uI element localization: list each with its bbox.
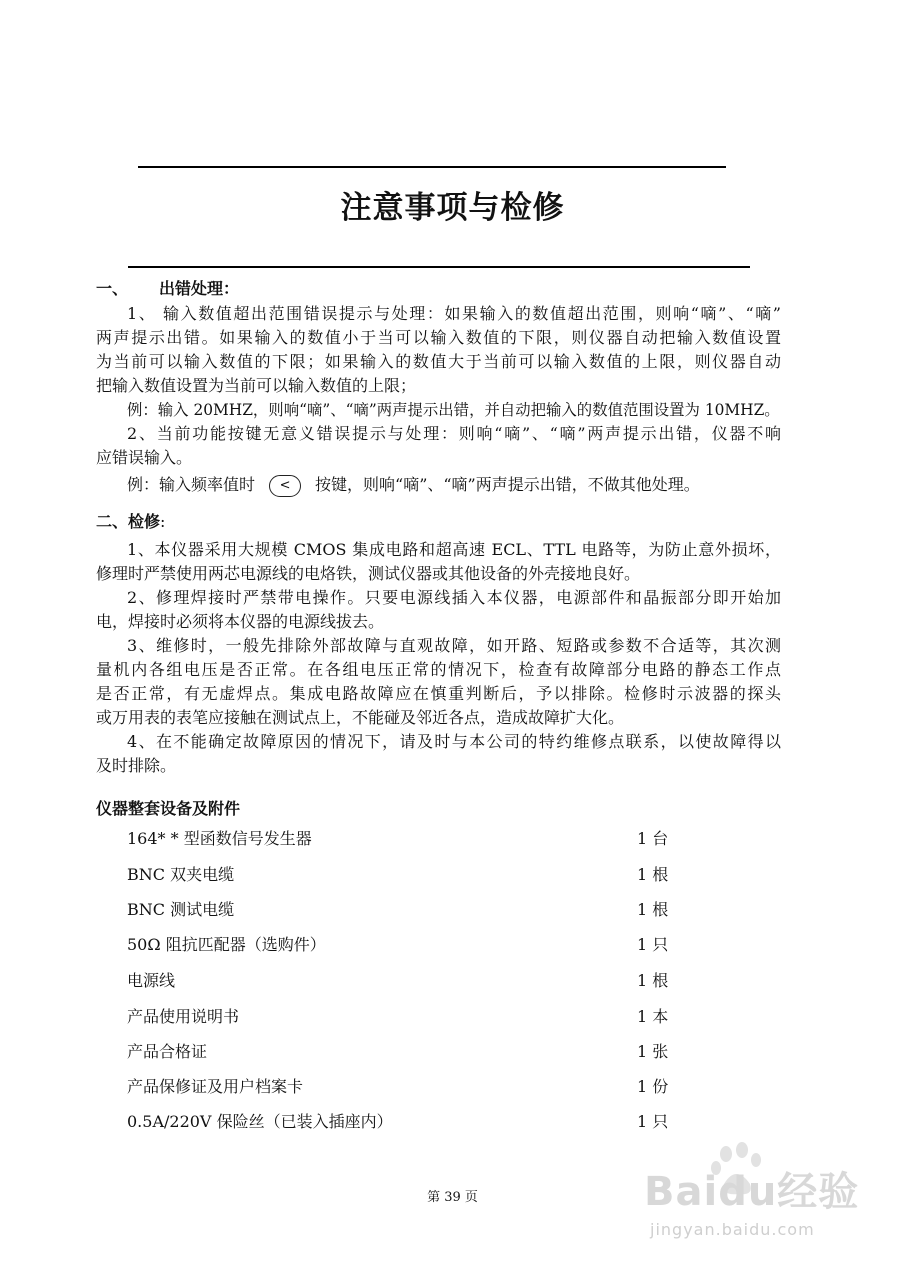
s1-example2-pre: 例：输入频率值时 (127, 475, 256, 494)
top-rule (138, 166, 726, 168)
s2-p3-line3: 是否正常，有无虚焊点。集成电路故障应在慎重判断后，予以排除。检修时示波器的探头 (96, 684, 781, 703)
item-name: 产品使用说明书 (127, 1007, 240, 1026)
s2-p2-line2: 电，焊接时必须将本仪器的电源线拔去。 (96, 612, 385, 631)
s1-example2-post: 按键，则响“嘀”、“嘀”两声提示出错，不做其他处理。 (315, 475, 700, 494)
list-item (127, 898, 687, 922)
item-name: 产品合格证 (127, 1042, 208, 1061)
list-item (127, 1075, 687, 1099)
left-arrow-key-icon: < (269, 475, 301, 497)
s2-p1-line2: 修理时严禁使用两芯电源线的电烙铁，测试仪器或其他设备的外壳接地良好。 (96, 564, 641, 583)
watermark-logo: Baidu经验 (644, 1169, 860, 1215)
s1-p2-line2: 应错误输入。 (96, 448, 193, 467)
s1-example1: 例：输入 20MHZ，则响“嘀”、“嘀”两声提示出错，并自动把输入的数值范围设置为 10MHZ。 (127, 401, 780, 419)
item-qty: 1 根 (637, 971, 669, 990)
list-item (127, 933, 687, 957)
s1-p2-line1: 2、当前功能按键无意义错误提示与处理：则响“嘀”、“嘀”两声提示出错，仪器不响 (127, 424, 781, 443)
s1-p1-line1: 1、 输入数值超出范围错误提示与处理：如果输入的数值超出范围，则响“嘀”、“嘀” (127, 304, 781, 323)
item-name: 产品保修证及用户档案卡 (127, 1077, 304, 1096)
list-item (127, 1005, 687, 1029)
item-qty: 1 根 (637, 900, 669, 919)
s2-p4-line1: 4、在不能确定故障原因的情况下，请及时与本公司的特约维修点联系，以使故障得以 (127, 732, 781, 751)
list-item (127, 1110, 687, 1134)
s1-p1-line4: 把输入数值设置为当前可以输入数值的上限； (96, 376, 417, 395)
item-name: 50Ω 阻抗匹配器（选购件） (127, 935, 326, 954)
s1-p1-line3: 为当前可以输入数值的下限；如果输入的数值大于当前可以输入数值的上限，则仪器自动 (96, 352, 781, 371)
list-item (127, 827, 687, 851)
section2-heading-line (96, 510, 165, 534)
accessories-heading: 仪器整套设备及附件 (96, 799, 241, 818)
s2-p1-line1: 1、本仪器采用大规模 CMOS 集成电路和超高速 ECL、TTL 电路等，为防止意外损坏， (127, 540, 781, 559)
baidu-watermark (640, 1140, 880, 1260)
s1-p1-line2: 两声提示出错。如果输入的数值小于当可以输入数值的下限，则仪器自动把输入数值设置 (96, 328, 781, 347)
list-item (127, 863, 687, 887)
item-name: BNC 测试电缆 (127, 900, 235, 919)
list-item (127, 969, 687, 993)
section1-number: 一、 (96, 279, 129, 298)
list-item (127, 1040, 687, 1064)
s2-p3-line1: 3、维修时，一般先排除外部故障与直观故障，如开路、短路或参数不合适等，其次测 (127, 636, 781, 655)
item-qty: 1 只 (637, 935, 669, 954)
section2-colon: : (160, 512, 166, 531)
watermark-url: jingyan.baidu.com (650, 1220, 815, 1239)
item-qty: 1 只 (637, 1112, 669, 1131)
item-qty: 1 份 (637, 1077, 669, 1096)
s2-p3-line2: 量机内各组电压是否正常。在各组电压正常的情况下，检查有故障部分电路的静态工作点 (96, 660, 781, 679)
s2-p2-line1: 2、修理焊接时严禁带电操作。只要电源线插入本仪器，电源部件和晶振部分即开始加 (127, 588, 781, 607)
page-number: 第 39 页 (427, 1190, 478, 1205)
item-name: 164* * 型函数信号发生器 (127, 829, 312, 848)
section1-heading: 出错处理： (159, 279, 240, 298)
s2-p3-line4: 或万用表的表笔应接触在测试点上，不能碰及邻近各点，造成故障扩大化。 (96, 708, 625, 727)
section2-heading: 二、检修 (96, 512, 161, 531)
s1-example2 (127, 473, 700, 497)
item-qty: 1 台 (637, 829, 669, 848)
item-qty: 1 根 (637, 865, 669, 884)
s2-p4-line2: 及时排除。 (96, 756, 177, 775)
item-qty: 1 张 (637, 1042, 669, 1061)
item-name: 电源线 (127, 971, 176, 990)
page-title: 注意事项与检修 (340, 190, 565, 226)
item-name: 0.5A/220V 保险丝（已装入插座内） (127, 1112, 393, 1131)
item-qty: 1 本 (637, 1007, 669, 1026)
item-name: BNC 双夹电缆 (127, 865, 235, 884)
title-underline (128, 266, 750, 268)
